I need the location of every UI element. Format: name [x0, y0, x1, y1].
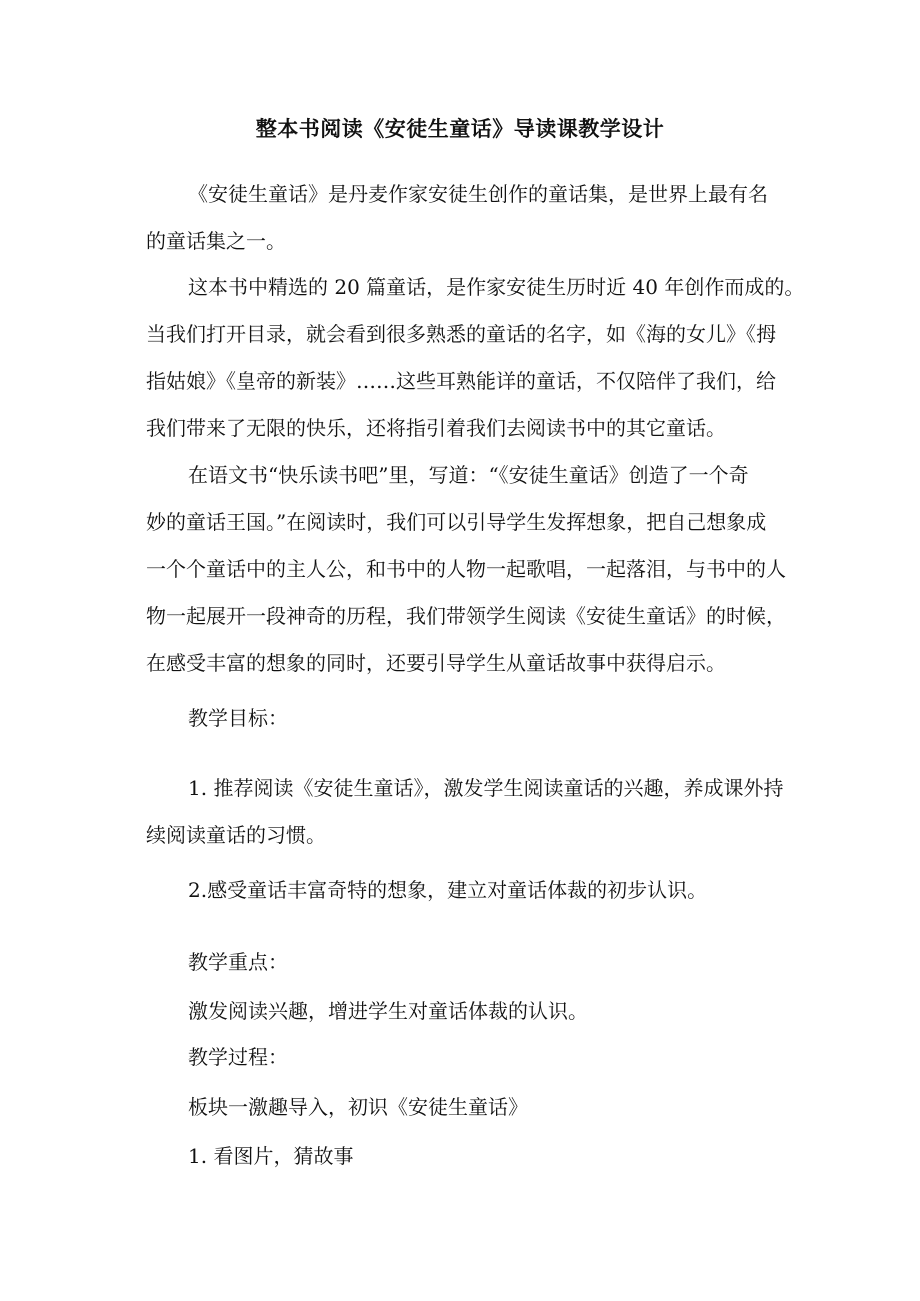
document-title: 整本书阅读《安徒生童话》导读课教学设计 [255, 117, 665, 141]
teaching-goals-heading: 教学目标： [188, 706, 288, 730]
step-1-text: 1. 看图片，猜故事 [188, 1144, 354, 1168]
teaching-goal-1-line-1: 1. 推荐阅读《安徒生童话》，激发学生阅读童话的兴趣，养成课外持 [188, 776, 784, 800]
book-overview-line-4: 我们带来了无限的快乐，还将指引着我们去阅读书中的其它童话。 [146, 416, 726, 440]
teaching-focus-text: 激发阅读兴趣，增进学生对童话体裁的认识。 [188, 999, 588, 1023]
intro-paragraph-line-2: 的童话集之一。 [146, 229, 286, 253]
reading-guidance-line-4: 物一起展开一段神奇的历程，我们带领学生阅读《安徒生童话》的时候， [146, 604, 786, 628]
teaching-process-heading: 教学过程： [188, 1045, 288, 1069]
teaching-focus-heading: 教学重点： [188, 950, 288, 974]
book-overview-line-2: 当我们打开目录，就会看到很多熟悉的童话的名字，如《海的女儿》《拇 [146, 322, 776, 346]
reading-guidance-line-2: 妙的童话王国。”在阅读时，我们可以引导学生发挥想象，把自己想象成 [146, 510, 767, 534]
book-overview-line-1: 这本书中精选的 20 篇童话，是作家安徒生历时近 40 年创作而成的。 [188, 275, 805, 299]
reading-guidance-line-3: 一个个童话中的主人公，和书中的人物一起歌唱，一起落泪，与书中的人 [146, 557, 786, 581]
teaching-goal-1-line-2: 续阅读童话的习惯。 [146, 823, 326, 847]
reading-guidance-line-5: 在感受丰富的想象的同时，还要引导学生从童话故事中获得启示。 [146, 651, 726, 675]
book-overview-line-3: 指姑娘》《皇帝的新装》……这些耳熟能详的童话，不仅陪伴了我们，给 [146, 369, 776, 393]
teaching-goal-2: 2.感受童话丰富奇特的想象，建立对童话体裁的初步认识。 [188, 878, 708, 902]
reading-guidance-line-1: 在语文书“快乐读书吧”里，写道：“《安徒生童话》创造了一个奇 [188, 463, 749, 487]
section-1-title: 板块一激趣导入，初识《安徒生童话》 [188, 1095, 528, 1119]
intro-paragraph-line-1: 《安徒生童话》是丹麦作家安徒生创作的童话集，是世界上最有名 [188, 182, 768, 206]
